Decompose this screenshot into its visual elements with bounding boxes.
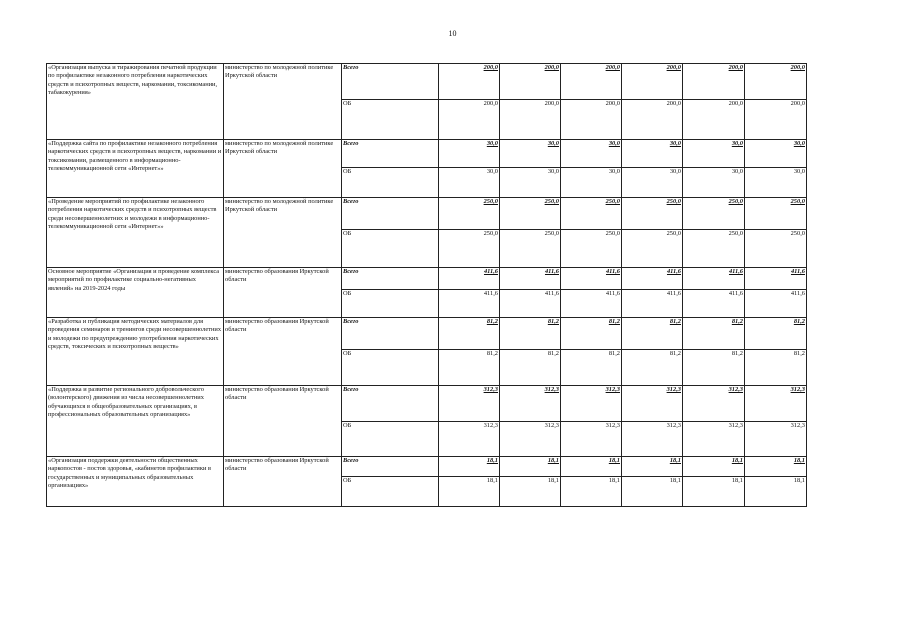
total-value-cell: 200,0 — [622, 64, 683, 100]
total-value-cell: 312,3 — [561, 386, 622, 422]
total-value-cell: 411,6 — [622, 268, 683, 290]
total-value-cell: 250,0 — [500, 198, 561, 230]
executor-cell: министерство образования Иркутской области — [224, 457, 342, 507]
table-row-total — [47, 318, 807, 350]
table-row-total — [47, 268, 807, 290]
ob-value-cell: 312,3 — [622, 422, 683, 457]
total-value-cell: 30,0 — [622, 140, 683, 168]
total-value-cell: 30,0 — [500, 140, 561, 168]
total-value-cell: 250,0 — [683, 198, 745, 230]
ob-value-cell: 250,0 — [622, 230, 683, 268]
ob-value-cell: 18,1 — [561, 477, 622, 507]
total-value-cell: 30,0 — [561, 140, 622, 168]
budget-table — [46, 63, 807, 507]
ob-value-cell: 200,0 — [439, 100, 500, 140]
total-value-cell: 250,0 — [745, 198, 807, 230]
total-value-cell: 411,6 — [561, 268, 622, 290]
funding-source-ob-label: ОБ — [342, 350, 439, 386]
total-value-cell: 200,0 — [683, 64, 745, 100]
funding-source-ob-label: ОБ — [342, 290, 439, 318]
ob-value-cell: 250,0 — [500, 230, 561, 268]
total-value-cell: 81,2 — [500, 318, 561, 350]
ob-value-cell: 411,6 — [500, 290, 561, 318]
ob-value-cell: 18,1 — [745, 477, 807, 507]
total-value-cell: 18,1 — [745, 457, 807, 477]
total-value-cell: 312,3 — [622, 386, 683, 422]
total-value-cell: 411,6 — [500, 268, 561, 290]
ob-value-cell: 30,0 — [561, 168, 622, 198]
ob-value-cell: 250,0 — [561, 230, 622, 268]
total-value-cell: 18,1 — [683, 457, 745, 477]
ob-value-cell: 312,3 — [745, 422, 807, 457]
total-value-cell: 18,1 — [561, 457, 622, 477]
total-value-cell: 250,0 — [439, 198, 500, 230]
funding-source-ob-label: ОБ — [342, 422, 439, 457]
ob-value-cell: 411,6 — [439, 290, 500, 318]
ob-value-cell: 18,1 — [500, 477, 561, 507]
table-body — [47, 64, 807, 507]
funding-source-total-label: Всего — [342, 386, 439, 422]
ob-value-cell: 81,2 — [439, 350, 500, 386]
funding-source-ob-label: ОБ — [342, 168, 439, 198]
ob-value-cell: 81,2 — [561, 350, 622, 386]
funding-source-total-label: Всего — [342, 268, 439, 290]
ob-value-cell: 200,0 — [561, 100, 622, 140]
ob-value-cell: 200,0 — [683, 100, 745, 140]
total-value-cell: 411,6 — [683, 268, 745, 290]
total-value-cell: 81,2 — [683, 318, 745, 350]
funding-source-ob-label: ОБ — [342, 230, 439, 268]
total-value-cell: 81,2 — [439, 318, 500, 350]
total-value-cell: 18,1 — [622, 457, 683, 477]
event-name-cell: «Организация поддержки деятельности общественных наркопостов - постов здоровья, «кабинетов профилактики в государственных и муниципальных образовательных организациях» — [47, 457, 224, 507]
ob-value-cell: 250,0 — [439, 230, 500, 268]
ob-value-cell: 18,1 — [439, 477, 500, 507]
ob-value-cell: 30,0 — [683, 168, 745, 198]
funding-source-total-label: Всего — [342, 140, 439, 168]
table-row-total — [47, 140, 807, 168]
funding-source-total-label: Всего — [342, 318, 439, 350]
funding-source-ob-label: ОБ — [342, 477, 439, 507]
ob-value-cell: 30,0 — [622, 168, 683, 198]
total-value-cell: 411,6 — [439, 268, 500, 290]
ob-value-cell: 18,1 — [683, 477, 745, 507]
table-row-total — [47, 386, 807, 422]
total-value-cell: 81,2 — [745, 318, 807, 350]
total-value-cell: 250,0 — [561, 198, 622, 230]
total-value-cell: 312,3 — [683, 386, 745, 422]
total-value-cell: 30,0 — [439, 140, 500, 168]
total-value-cell: 81,2 — [622, 318, 683, 350]
total-value-cell: 81,2 — [561, 318, 622, 350]
executor-cell: министерство образования Иркутской области — [224, 386, 342, 457]
event-name-cell: «Проведение мероприятий по профилактике незаконного потребления наркотических средств и психотропных веществ среди несовершеннолетних и молодежи в информационно-телекоммуникационной сети «Интернет»» — [47, 198, 224, 268]
total-value-cell: 312,3 — [500, 386, 561, 422]
ob-value-cell: 312,3 — [500, 422, 561, 457]
ob-value-cell: 312,3 — [683, 422, 745, 457]
funding-source-total-label: Всего — [342, 64, 439, 100]
ob-value-cell: 81,2 — [683, 350, 745, 386]
funding-source-total-label: Всего — [342, 457, 439, 477]
ob-value-cell: 30,0 — [439, 168, 500, 198]
executor-cell: министерство образования Иркутской области — [224, 268, 342, 318]
ob-value-cell: 312,3 — [561, 422, 622, 457]
ob-value-cell: 81,2 — [622, 350, 683, 386]
event-name-cell: «Поддержка сайта по профилактике незаконного потребления наркотических средств и психотропных веществ, наркомании и токсикомании, размещенного в информационно-телекоммуникационной сети «Интернет»» — [47, 140, 224, 198]
total-value-cell: 200,0 — [561, 64, 622, 100]
event-name-cell: Основное мероприятие «Организация и проведение комплекса мероприятий по профилактике социально-негативных явлений» на 2019-2024 годы — [47, 268, 224, 318]
event-name-cell: «Организация выпуска и тиражирования печатной продукции по профилактике незаконного потребления наркотических средств и психотропных веществ, наркомании, токсикомании, табакокурения» — [47, 64, 224, 140]
ob-value-cell: 250,0 — [683, 230, 745, 268]
ob-value-cell: 411,6 — [622, 290, 683, 318]
ob-value-cell: 30,0 — [500, 168, 561, 198]
ob-value-cell: 200,0 — [500, 100, 561, 140]
total-value-cell: 200,0 — [500, 64, 561, 100]
ob-value-cell: 18,1 — [622, 477, 683, 507]
table-row-total — [47, 457, 807, 477]
ob-value-cell: 411,6 — [745, 290, 807, 318]
page-number: 10 — [448, 29, 457, 38]
total-value-cell: 30,0 — [745, 140, 807, 168]
ob-value-cell: 200,0 — [745, 100, 807, 140]
ob-value-cell: 250,0 — [745, 230, 807, 268]
ob-value-cell: 30,0 — [745, 168, 807, 198]
total-value-cell: 200,0 — [745, 64, 807, 100]
event-name-cell: «Разработка и публикация методических материалов для проведения семинаров и тренингов среди несовершеннолетних и молодежи по предупреждению употребления наркотических средств, токсических и психотропных веществ» — [47, 318, 224, 386]
total-value-cell: 200,0 — [439, 64, 500, 100]
total-value-cell: 312,3 — [439, 386, 500, 422]
total-value-cell: 312,3 — [745, 386, 807, 422]
executor-cell: министерство образования Иркутской области — [224, 318, 342, 386]
ob-value-cell: 312,3 — [439, 422, 500, 457]
funding-source-total-label: Всего — [342, 198, 439, 230]
ob-value-cell: 200,0 — [622, 100, 683, 140]
total-value-cell: 30,0 — [683, 140, 745, 168]
ob-value-cell: 81,2 — [500, 350, 561, 386]
event-name-cell: «Поддержка и развитие регионального добровольческого (волонтерского) движения из числа несовершеннолетних обучающихся в общеобразовательных организациях, в профессиональных образовательных организациях» — [47, 386, 224, 457]
executor-cell: министерство по молодежной политике Иркутской области — [224, 140, 342, 198]
executor-cell: министерство по молодежной политике Иркутской области — [224, 198, 342, 268]
ob-value-cell: 411,6 — [561, 290, 622, 318]
total-value-cell: 18,1 — [500, 457, 561, 477]
total-value-cell: 250,0 — [622, 198, 683, 230]
table-row-total — [47, 198, 807, 230]
ob-value-cell: 411,6 — [683, 290, 745, 318]
table-row-total — [47, 64, 807, 100]
total-value-cell: 18,1 — [439, 457, 500, 477]
funding-source-ob-label: ОБ — [342, 100, 439, 140]
ob-value-cell: 81,2 — [745, 350, 807, 386]
executor-cell: министерство по молодежной политике Иркутской области — [224, 64, 342, 140]
total-value-cell: 411,6 — [745, 268, 807, 290]
